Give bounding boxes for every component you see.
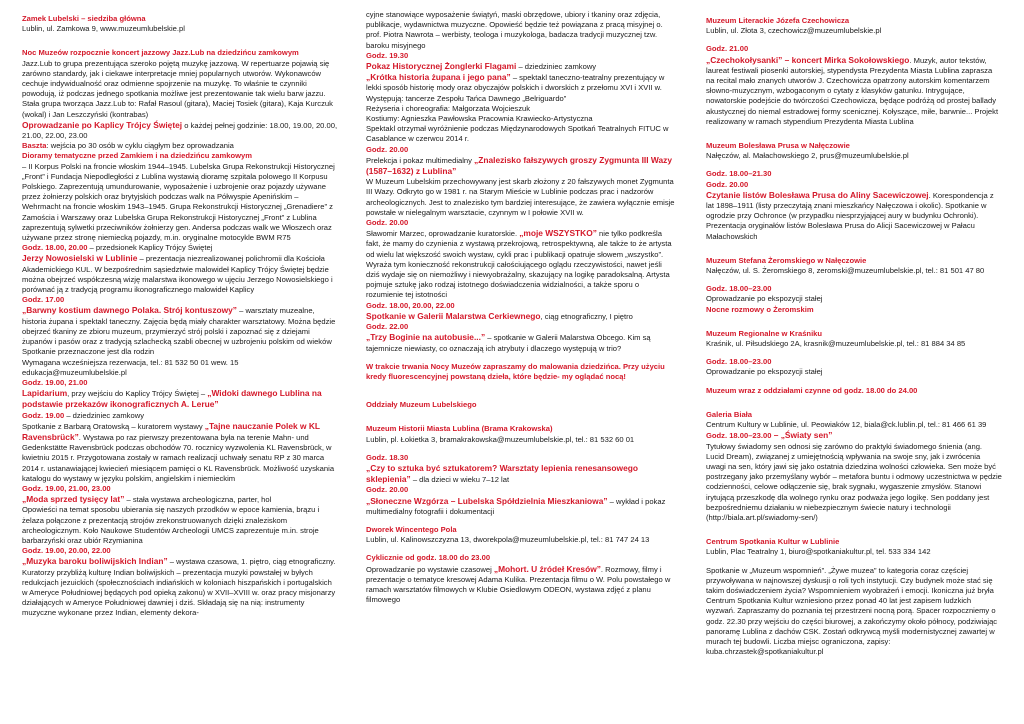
venue-title: Muzeum Literackie Józefa Czechowicza [706,16,850,25]
venue-title: Zamek Lubelski – siedziba główna [22,14,146,23]
event-title: Nocne rozmowy o Żeromskim [706,304,814,314]
event-description: Jazz.Lub to grupa prezentująca szeroko pojętą muzykę jazzową. W repertuarze pojawią się zarówno standardy, jak i ciekawe interpretacje mniej popularnych utworów. Wykonawców cechuje indywidualność oraz odmienne spojrzenie na muzykę. To właśnie te czynniki powodują, iż podczas jednego spotkania możliwe jest prezentowanie tak wielu barw jazzu. Stała grupa tworząca Jazz.Lub to: Rafał Rasoul (gitara), Maciej Tosiek (gitara), Kaja Kurczuk (wokal) i Jan Leszczyński (kontrabas) [22,58,333,119]
event-text: – wykład i pokaz multimedialny fotografii i dokumentacji [366,496,666,516]
event-title: Pokaz Historycznej Żonglerki Flagami [366,61,517,72]
event-text: Oprowadzanie po ekspozycji stałej [706,294,823,304]
event-title: „Barwny kostium dawnego Polaka. Strój kontuszowy” [22,305,237,316]
venue-address: Centrum Kultury w Lublinie, ul. Peowiaków 12, biala@ck.lublin.pl, tel.: 81 466 61 39 [706,420,987,430]
opening-hours-note: Muzeum wraz z oddziałami czynne od godz. 18.00 do 24.00 [706,385,918,395]
event-text: Prelekcja i pokaz multimedialny [366,155,475,165]
email-link[interactable]: edukacja@muzeumlubelskie.pl [22,367,127,377]
event-time: Godz. 22.00 [366,322,409,332]
event-text: – przedsionek Kaplicy Trójcy Świętej [87,243,213,253]
venue-title: Muzeum Regionalne w Kraśniku [706,328,823,338]
column-3 [686,0,1024,724]
event-time: Godz. 18.00, 20.00 [22,243,88,253]
event-text: Oprowadzanie po wystawie czasowej [366,564,494,574]
event-time: Cyklicznie od godz. 18.00 do 23.00 [366,553,491,563]
event-description: – II Korpus Polski na froncie włoskim 1944–1945. Lubelska Grupa Rekonstrukcji Historycznej „Front” i Fundacja Niepodległości z Lublina wystawią dioramę szpitala polowego II Korpusu Polskiego. Zaprezentują umundurowanie, wyposażenie i uzbrojenie oraz pojazdy używane przez żołnierzy polskich oraz brytyjskich podczas walk na Półwyspie Apenińskim – Wehrmacht na froncie włoskim 1943–1945. Grupa Rekonstrukcji Historycznej „Grenadiere” z Zamościa i Warszawy oraz Lubelska Grupa Rekonstrukcji Historycznej „Front” z Lublina zaprezentują sylwetki przeciwników żołnierzy gen. Andersa podczas walk we Włoszech oraz używane przez stronę niemiecką pojazdy, m.in. oryginalne motocykle BWM R75 [22,161,335,243]
event-title: „Czechokołysanki” – koncert Mirka Sokołowskiego [706,54,910,65]
event-text: – dla dzieci w wieku 7–12 lat [410,475,510,485]
event-description: cyjne stanowiące wyposażenie świątyń, maski obrzędowe, ubiory i tkaniny oraz zdjęcia, publikacje, wydawnictwa muzyczne. Opowieść będzie też powiązana z pracą misyjnej o. prof. Piotra Nawrota – werbisty, teologa i muzykologa, badacza tradycji muzycznej tzw. baroku misyjnego [366,10,663,50]
event-time: Godz. 18.30 [366,452,409,462]
event-time: Godz. 18.00–23.00 [706,357,772,367]
event-title: „Tajne nauczanie Polek w KL Ravensbrück” [22,420,320,442]
event-time: Godz. 19.00, 21.00, 23.00 [22,483,111,493]
venue-title: Muzeum Stefana Żeromskiego w Nałęczowie [706,255,867,265]
event-title: Lapidarium [22,388,68,399]
event-title: „Muzyka baroku boliwijskich Indian” [22,556,168,567]
event-title: „moje WSZYSTKO” [519,228,597,239]
event-text: Wymagana wcześniejsza rezerwacja, tel.: 81 532 50 01 wew. 15 [22,357,239,367]
event-title: „Mohort. U źródeł Kresów” [493,563,601,574]
column-2 [344,0,686,724]
event-title: „Krótka historia żupana i jego pana” [366,72,511,83]
venue-address: Nałęczów, ul. S. Żeromskiego 8, zeromski@muzeumlubelskie.pl, tel.: 81 501 47 80 [706,266,985,276]
event-text: – prezentacja niezrealizowanej polichromii dla Kościoła Akademickiego KUL. W bezpośrednim sąsiedztwie malowideł Kaplicy Trójcy Świętej będzie można obejrzeć współczesną wizję malarstwa ikonowego w ujęciu Jerzego Nowosielskiego i porównać ją z tradycją programu ikonograficznego malowideł Kaplicy [22,254,333,295]
event-time: Godz. 21.00 [706,44,749,54]
event-title: „Trzy Boginie na autobusie...” [366,332,486,343]
event-description: . Rozmowy, filmy i prezentacje o tematyce kresowej Adama Kulika. Prezentacja filmu o W. Polu powstałego w ramach warsztatów filmowych w Klubie Osiedlowym ODEON, wystawa zdjęć z planu filmowego [366,564,671,605]
event-time: Godz. 19.00, 20.00, 22.00 [22,546,111,556]
event-text: Oprowadzanie po ekspozycji stałej [706,367,823,377]
event-title: „Moda sprzed tysięcy lat” [22,494,125,505]
event-description: . Korespondencja z lat 1898–1911 (listy przeczytają znani mieszkańcy Nałęczowa i okolic). Spotkanie w ogrodzie przy Ochronce (w przypadku niesprzyjającej aury w budynku Ochronki). Prezentacja oryginałów listów Bolesława Prusa do Alicji Sacewiczowej w Pałacu Małachowskich [706,190,994,241]
venue-address: Lublin, ul. Kalinowszczyzna 13, dworekpola@muzeumlubelskie.pl, tel.: 81 747 24 13 [366,535,650,545]
chalk-painting-appeal: W trakcie trwania Nocy Muzeów zapraszamy do malowania dziedzińca. Przy użyciu kredy fluorescencyjnej powstaną dzieła, które będzie- my oglądać nocą! [366,361,665,381]
event-time: Godz. 18.00–21.30 [706,169,772,179]
event-description: – wystawa czasowa, 1. piętro, ciąg etnograficzny. Kuratorzy przybliżą kulturę Indian boliwijskich – prezentacja muzyki powstałej w byłych redukcjach jezuickich (społecznościach indiańskich w koloniach hiszpańskich i portugalskich w Ameryce Południowej będących pod opieką zakonu) w XVII–XVIII w. oraz pracy misjonarzy działających w Ameryce Południowej dawniej i dziś. Składają się na nią: instrumenty muzyczne wykonane przez Indian, elementy dekora- [22,557,336,618]
event-description: – spektakl taneczno-teatralny prezentujący w lekki sposób historię mody oraz obyczajów polskich i dworskich z przełomu XVI i XVII w. [366,73,665,93]
event-time: Godz. 18.00, 20.00, 22.00 [366,300,455,310]
event-text: Spotkanie z Barbarą Oratowską – kuratorem wystawy [22,421,205,431]
event-title: Jerzy Nowosielski w Lublinie [22,253,138,264]
event-description: Tytułowy świadomy sen odnosi się zarówno do praktyki świadomego śnienia (ang. Lucid Dream), związanej z umiejętnością wpływania na swoje sny, jak i zwrócenia uwagi na sen, który jawi się jako ostatnia dziedzina wolności człowieka. Sen może być postrzegany jako przemyślany wybór – metafora buntu i odmowy uczestnictwa w pędzie codzienności, celowe odłączenie się, brak sygnału, wygaszenie zmysłów. Stanowi irytującą przeszkodę dla wolnego rynku oraz podważa jego logikę. Sen poddany jest bezpośredniemu działaniu w niebezpiecznym świecie natury i technologii (http://biala.art.pl/swiadomy-sen/) [706,441,1002,522]
event-title: „Słoneczne Wzgórza – Lubelska Spółdzielnia Mieszkaniowa” [366,495,608,506]
event-title: „Widoki dawnego Lublina na podstawie przekazów ikonograficznych A. Lerue” [22,388,322,410]
venue-address: Nałęczów, al. Małachowskiego 2, prus@muzeumlubelskie.pl [706,151,909,161]
venue-title: Muzeum Bolesława Prusa w Nałęczowie [706,141,850,151]
venue-address: Lublin, ul. Złota 3, czechowicz@muzeumlubelskie.pl [706,26,882,36]
event-time: Godz. 19.00, 21.00 [22,377,88,387]
event-description: nie tylko podkreśla fakt, że mamy do czynienia z wystawą przekrojową, retrospektywną, ale także to że artysta od wielu lat większość swoich wystaw, cykli prac i publikacji opatruje słowem „wszystko”. Wyraża tym konieczność rekonstrukcji całościującego oglądu rzeczywistości, nawet jeśli dziś wydaje się on niemożliwy i niewyobrażalny, skazujący na logikę paradoksalną. Artysta pojmuje sztukę jako rodzaj istotnego doświadczenia widzialności, a także sporu o rozumienie tej istotności [366,229,672,300]
venue-title: Centrum Spotkania Kultur w Lublinie [706,537,840,547]
event-text: , przy wejściu do Kaplicy Trójcy Świętej – [67,389,208,399]
event-title: Baszta [22,141,47,151]
event-title: Spotkanie w Galerii Malarstwa Cerkiewnego [366,310,541,321]
column-1 [0,0,344,724]
event-text: Występują: tancerze Zespołu Tańca Dawnego „Belriguardo” [366,93,567,103]
event-text: : wejścia po 30 osób w cyklu ciągłym bez oprowadzania [46,141,234,151]
event-title: Oprowadzanie po Kaplicy Trójcy Świętej [22,119,183,130]
event-text: – stała wystawa archeologiczna, parter, hol [124,495,272,505]
event-description: Spotkanie w „Muzeum wspomnień”. „Żywe muzea” to kategoria coraz częściej przywoływana w najnowszej dyskusji o roli tych instytucji. Czy budynek może stać się takim doświadczeniem życia? Wspomnieniem wyobrażeń i emocji. Ikoniczna już bryła Centrum Spotkania Kultur wzniesiono przez ponad 40 lat jest zapisem ludzkich wyzwań. Zapraszamy do poznania tej przestrzeni nocną porą. Spacer rozpoczniemy o godz. 22.30 przy wejściu do części biurowej, a zakończymy około północy, podziwiając panoramę Lublina z dachów CSK. Zostań odkrywcą myśli modernistycznej zawartej w murach tej budowli. Liczba miejsc ograniczona, zapisy: kuba.chrzastek@spotkaniakultur.pl [706,565,998,657]
event-time: Godz. 19.00 [22,410,65,420]
venue-title: Dworek Wincentego Pola [366,524,457,534]
event-text: – dziedziniec zamkowy [516,62,597,72]
event-title: – „Światy sen” [771,430,833,441]
event-time: Godz. 20.00 [706,179,749,189]
event-title: Dioramy tematyczne przed Zamkiem i na dziedzińcu zamkowym [22,151,252,161]
event-description: . Muzyk, autor tekstów, laureat festiwali piosenki autorskiej, stypendysta Prezydenta Miasta Lublina zaprasza na recital mało znanych utworów J. Czechowicza opatrzony autorskim komentarzem słowno-muzycznym, wzbogaconym o cytaty z klasyków gatunku. Intrygujące, nowatorskie podejście do twórczości Czechowicza, będące podróżą od prostej ballady akustycznej do niemal estradowej formy scenicznej. Kołyszące, miłe, barwnie... Projekt realizowany w ramach stypendium Prezydenta Miasta Lublina [706,55,999,126]
event-time: Godz. 20.00 [366,144,409,154]
venue-title: Galeria Biała [706,409,753,419]
venue-address: Lublin, Plac Teatralny 1, biuro@spotkaniakultur.pl, tel. 533 334 142 [706,547,931,557]
event-text: – dziedziniec zamkowy [64,410,144,420]
venue-address: Lublin, pl. Łokietka 3, bramakrakowska@muzeumlubelskie.pl, tel.: 81 532 60 01 [366,434,635,444]
event-text: Sławomir Marzec, oprowadzanie kuratorskie. [366,229,520,239]
venue-title: Muzeum Historii Miasta Lublina (Brama Krakowska) [366,424,553,434]
venue-address: Kraśnik, ul. Piłsudskiego 2A, krasnik@muzeumlubelskie.pl, tel.: 81 884 34 85 [706,339,966,349]
event-text: – warsztaty muzealne, historia żupana i spektakl taneczny. Zajęcia będą miały charakter warsztatowy. Można będzie obejrzeć tkaniny ze zbioru muzeum, przymierzyć strój polski i zapoznać się z dziejami żupanów i pasów oraz z tradycją szlachecką szabli obecnej w uzbrojeniu polskim od wieków Spotkanie przeznaczone jest dla rodzin [22,306,336,357]
event-time: Godz. 17.00 [22,295,65,305]
event-title: „Znalezisko fałszywych groszy Zygmunta III Wazy (1587–1632) z Lublina” [366,154,672,177]
event-time: Godz. 19.30 [366,50,409,60]
event-text: Reżyseria i choreografia: Małgorzata Wojcieszuk [366,103,531,113]
event-time: Godz. 18.00–23.00 [706,431,772,441]
event-time: Godz. 18.00–23.00 [706,284,772,294]
event-title: Czytanie listów Bolesława Prusa do Aliny Sacewiczowej [706,189,929,200]
event-title: „Czy to sztuka być sztukatorem? Warsztaty lepienia renesansowego sklepienia” [366,462,638,485]
event-description: – spotkanie w Galerii Malarstwa Obcego. Kim są tajemnicze niewiasty, co oznaczają ich atrybuty i dlaczego występują w trio? [366,333,651,353]
event-description: Opowieści na temat sposobu ubierania się naszych przodków w epoce kamienia, brązu i żelaza połączone z prezentacją strojów zrekonstruowanych dzięki znaleziskom archeologicznym. Koło Naukowe Studentów Archeologii UMCS zaprezentuje m.in. stroje barbarzyński oraz ubiór Rzymianina [22,505,320,545]
event-title: Noc Muzeów rozpocznie koncert jazzowy Jazz.Lub na dziedzińcu zamkowym [22,48,299,58]
event-text: Spektakl otrzymał wyróżnienie podczas Międzynarodowych Spotkań Teatralnych FITUC w Casablance w czerwcu 2014 r. [366,124,669,144]
event-text: o każdej pełnej godzinie: 18.00, 19.00, 20.00, 21.00, 22.00, 23.00 [22,120,338,141]
branches-heading: Oddziały Muzeum Lubelskiego [366,400,477,410]
event-text: Kostiumy: Agnieszka Pawłowska Pracownia Krawiecko-Artystyczna [366,114,593,124]
venue-address: Lublin, ul. Zamkowa 9, www.muzeumlubelskie.pl [22,24,185,34]
event-time: Godz. 20.00 [366,485,409,495]
event-description: W Muzeum Lubelskim przechowywany jest skarb złożony z 20 fałszywych monet Zygmunta III Wazy. Odkryto go w 1981 r. na Starym Mieście w Lublinie podczas prac i nadzorów archeologicznych. Jest to znalezisko tym bardziej interesujące, że zawiera wyłącznie emisje powstałe w nielegalnym warsztacie, czynnym w I połowie XVII w. [366,177,675,217]
event-description: . Wystawa po raz pierwszy prezentowana była na terenie Mahn- und Gedenkstätte Ravensbrück podczas obchodów 70. rocznicy wyzwolenia KL Ravensbrück, w kwietniu 2015 r. Przygotowana zostały w ramach realizacji uchwały senatu RP z 30 marca 2014 r. ustanawiającej kwiecień miesiącem pamięci o KL Ravensbrück. Możliwość uzyskania katalogu do wystawy w języku polskim, angielskim i niemieckim [22,432,335,483]
event-text: , ciąg etnograficzny, I piętro [540,311,633,321]
event-time: Godz. 20.00 [366,218,409,228]
